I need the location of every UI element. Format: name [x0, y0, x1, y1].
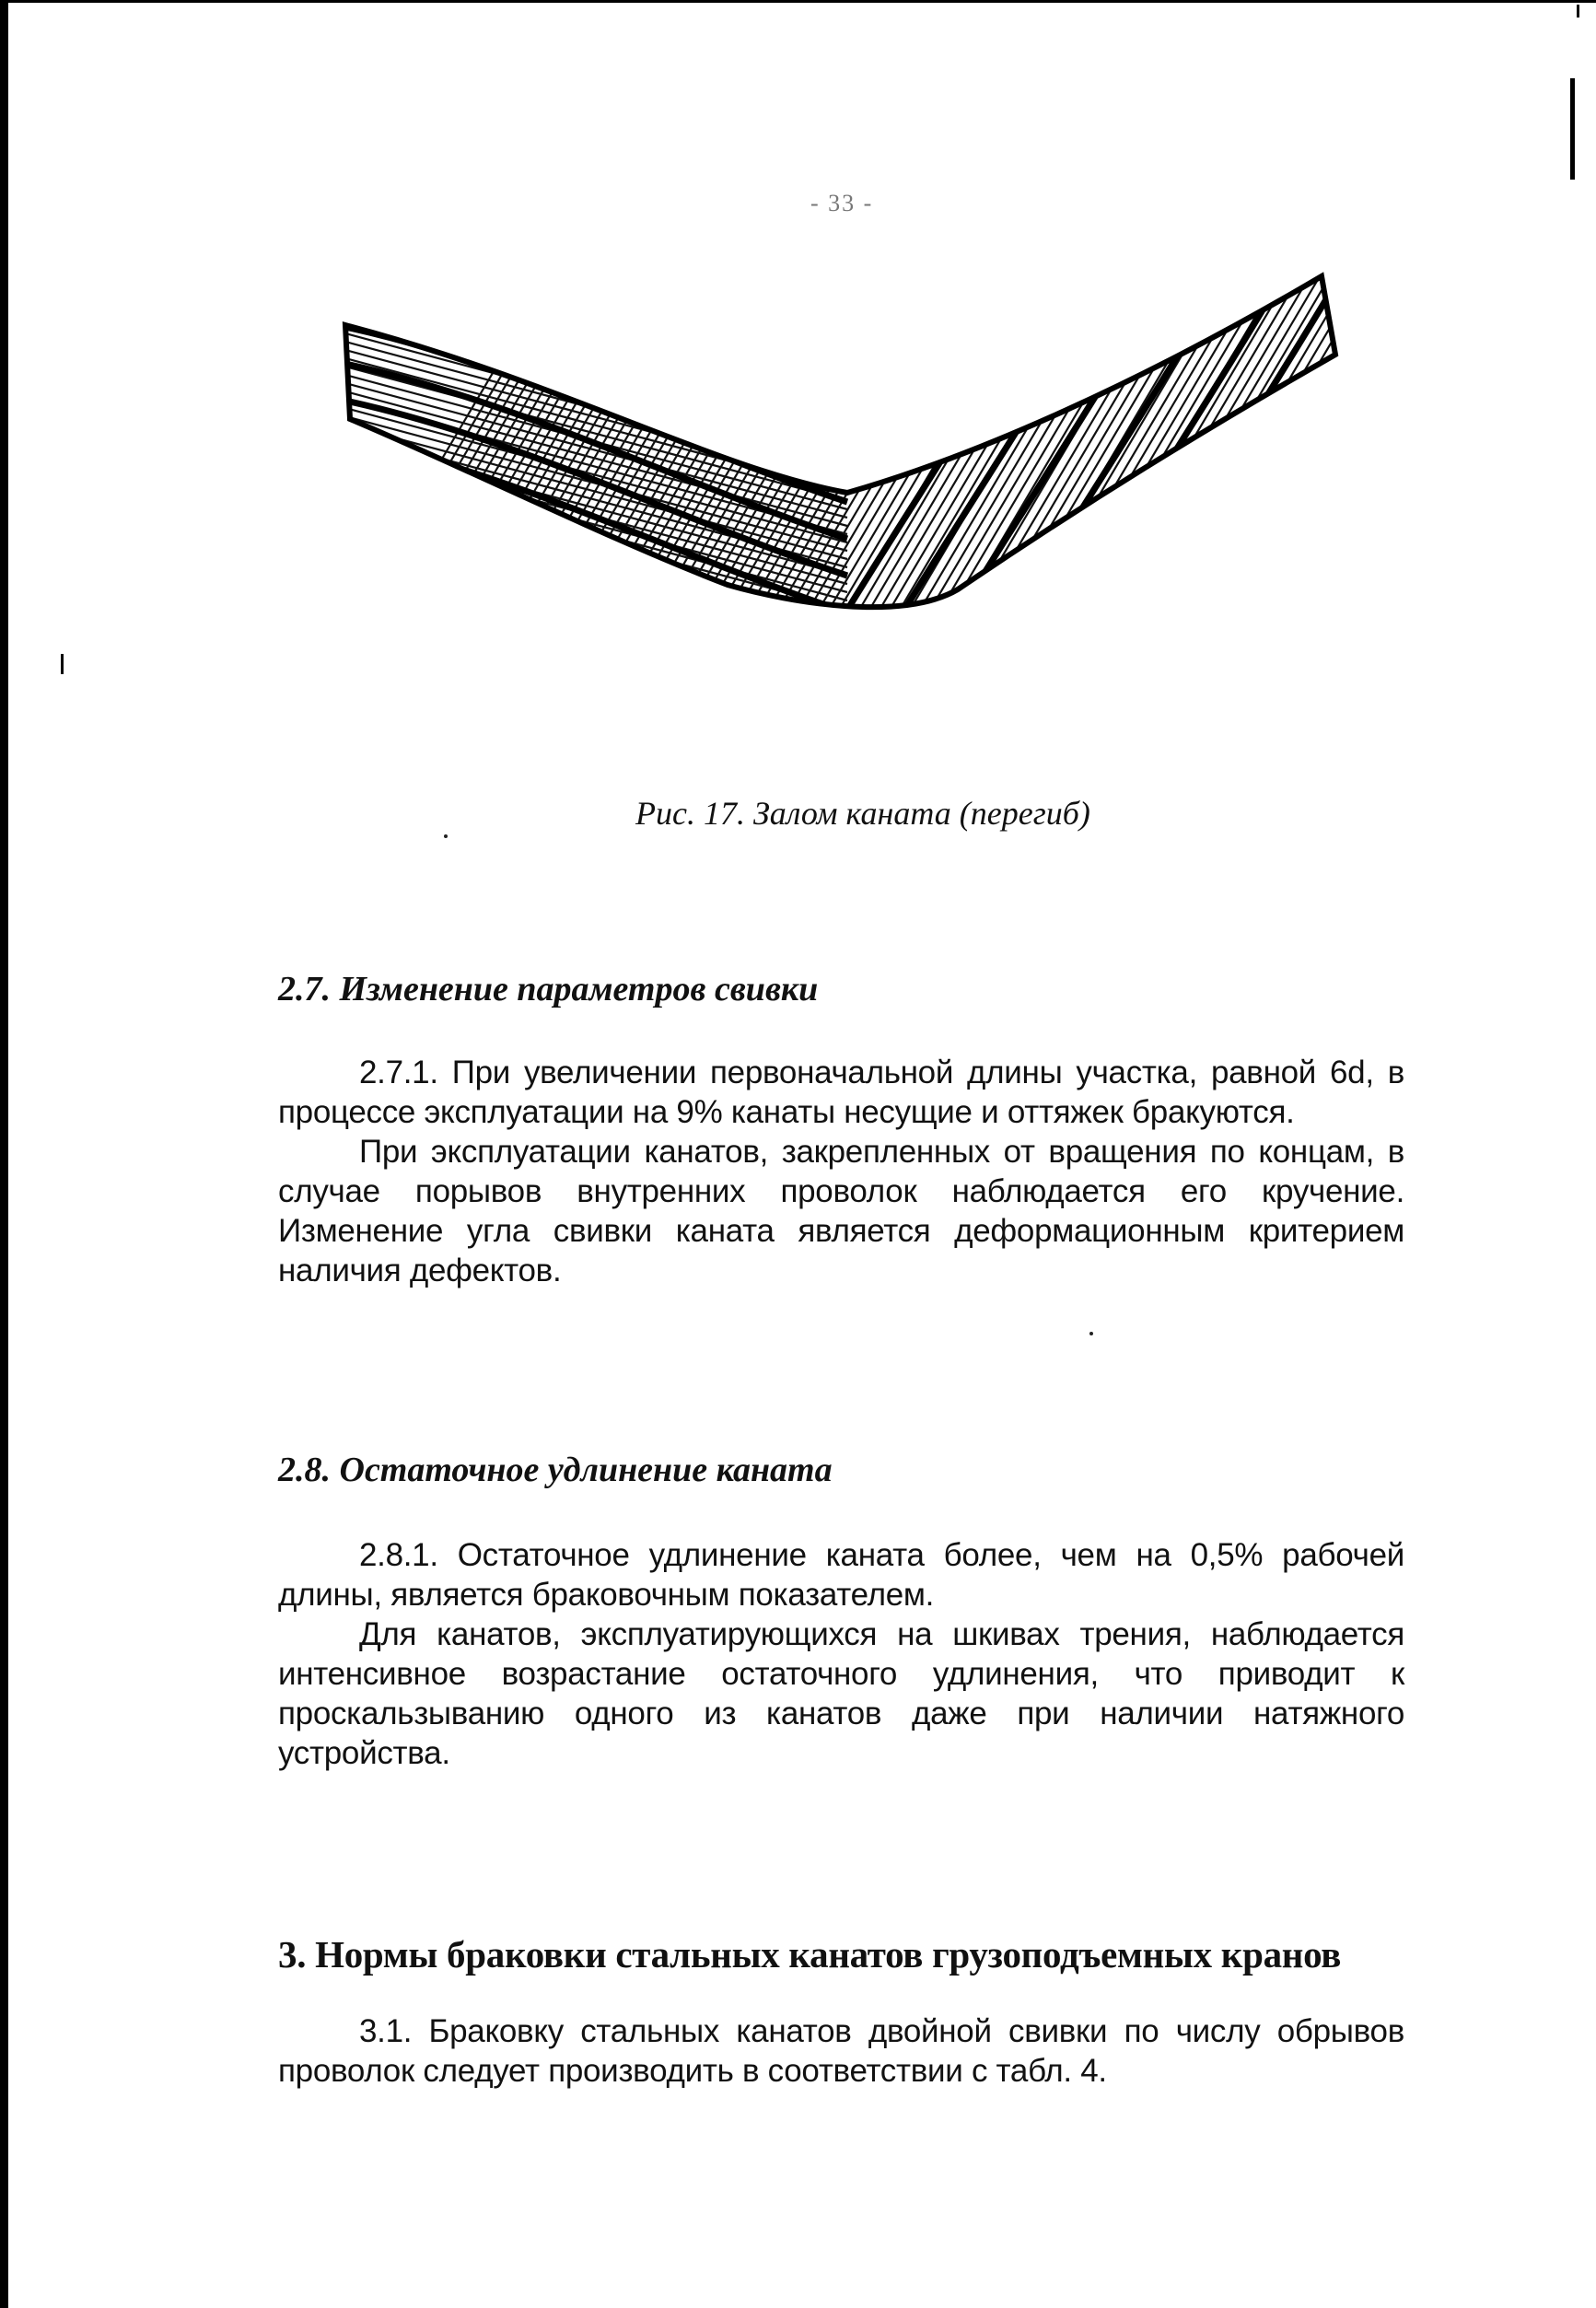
wire-line: [332, 587, 847, 677]
scan-edge-mark: [61, 654, 64, 674]
section-heading-2-7: 2.7. Изменение параметров свивки: [278, 970, 819, 1008]
rope-body: [332, 272, 1345, 677]
wire-line: [332, 272, 847, 286]
scan-edge-mark: [1577, 5, 1579, 17]
chapter-heading-3: 3. Нормы браковки стальных канатов грузоподъемных кранов: [278, 1933, 1342, 1976]
wire-line: [332, 272, 847, 319]
wire-line: [332, 272, 847, 277]
wire-line: [332, 595, 847, 677]
wire-line: [332, 272, 847, 294]
wire-line: [332, 272, 847, 327]
scan-top-border: [0, 0, 1596, 3]
wire-line: [332, 272, 847, 302]
wire-line: [332, 620, 847, 677]
scan-edge-mark: [1570, 78, 1575, 180]
wire-line: [332, 272, 847, 344]
page-number: - 33 -: [810, 190, 874, 216]
section-heading-2-8: 2.8. Остаточное удлинение каната: [278, 1451, 833, 1489]
wire-line: [332, 636, 847, 677]
scan-speck: [444, 834, 448, 838]
wire-line: [332, 272, 847, 352]
paragraph-2-7-2: При эксплуатации канатов, закрепленных от вращения по концам, в случае порывов внутренних проволок наблюдается его кручение. Изменение угла свивки каната является деформационным критерием наличия дефектов.: [278, 1134, 1404, 1288]
wire-line: [332, 661, 847, 677]
wire-line: [332, 670, 847, 677]
figure-caption: Рис. 17. Залом каната (перегиб): [635, 795, 1090, 832]
paragraph-3-1: 3.1. Браковку стальных канатов двойной свивки по числу обрывов проволок следует производить в соответствии с табл. 4.: [278, 2013, 1404, 2089]
scan-left-border: [0, 0, 8, 2308]
wire-line: [332, 272, 847, 335]
rope-kink-illustration: [332, 272, 1345, 677]
paragraph-2-8-2: Для канатов, эксплуатирующихся на шкивах трения, наблюдается интенсивное возрастание остаточного удлинения, что приводит к проскальзыванию одного из канатов даже при наличии натяжного устройства.: [278, 1616, 1404, 1771]
paragraph-2-7-1: 2.7.1. При увеличении первоначальной длины участка, равной 6d, в процессе эксплуатации на 9% канаты несущие и оттяжек бракуются.: [278, 1055, 1404, 1130]
wire-line: [332, 272, 847, 310]
rope-kink-figure: [332, 272, 1345, 677]
paragraph-2-8-1: 2.8.1. Остаточное удлинение каната более, чем на 0,5% рабочей длины, является браковочным показателем.: [278, 1537, 1404, 1613]
wire-line: [332, 645, 847, 677]
scan-speck: [1089, 1332, 1093, 1335]
wire-line: [332, 603, 847, 677]
wire-line: [332, 628, 847, 677]
wire-line: [1336, 272, 1345, 677]
wire-line: [332, 653, 847, 677]
wire-line: [332, 612, 847, 677]
